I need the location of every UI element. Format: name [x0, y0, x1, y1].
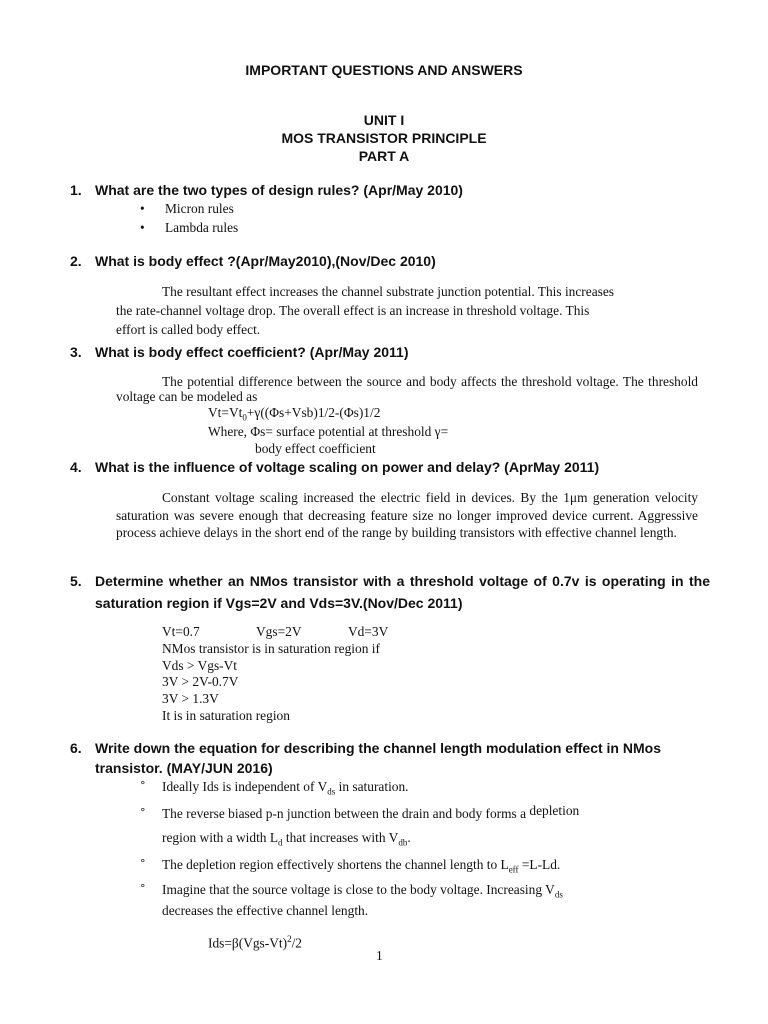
part-heading: PART A	[358, 148, 410, 164]
question-5	[70, 570, 710, 614]
question-text: What is the influence of voltage scaling on power and delay? (AprMay 2011)	[95, 459, 600, 475]
question-6	[70, 738, 710, 778]
question-text: Determine whether an NMos transistor with a threshold voltage of 0.7v is operating in the saturation region if Vgs=2V and Vds=3V.(Nov/Dec 2011)	[95, 573, 710, 611]
question-text: Write down the equation for describing the channel length modulation effect in NMos transistor. (MAY/JUN 2016)	[95, 740, 661, 776]
equation: $Ids=\beta(Vgs-Vt)^2/2$	[208, 934, 302, 951]
answer-line: NMos transistor is in saturation region if	[162, 641, 380, 656]
question-text: What is body effect ?(Apr/May2010),(Nov/Dec 2010)	[95, 253, 436, 269]
given-vgs: Vgs=2V	[256, 624, 302, 639]
question-number: 1.	[70, 182, 82, 198]
formula-where: Where, Φs= surface potential at threshold γ=	[208, 424, 449, 439]
bullet-ring-icon: °	[140, 779, 146, 792]
page-number: 1	[376, 948, 383, 963]
question-number: 3.	[70, 344, 82, 360]
page-title: IMPORTANT QUESTIONS AND ANSWERS	[245, 62, 523, 78]
answer-line: 3V > 1.3V	[162, 691, 219, 706]
list-item: The depletion region effectively shortens the channel length to $L_{eff} =L-Ld$.	[162, 857, 561, 875]
answer-line: It is in saturation region	[162, 708, 290, 723]
question-1	[70, 179, 710, 201]
list-item-continuation: region with a width $L_d$ that increases with $V_{db}$.	[162, 830, 411, 848]
answer-line: 3V > 2V-0.7V	[162, 674, 239, 689]
question-text: What is body effect coefficient? (Apr/May 2011)	[95, 344, 409, 360]
list-item: Imagine that the source voltage is close to the body voltage. Increasing $V_{ds}$	[162, 882, 563, 900]
bullet-ring-icon: °	[140, 806, 146, 819]
question-number: 6.	[70, 740, 82, 756]
question-text: What are the two types of design rules? (Apr/May 2010)	[95, 182, 463, 198]
list-item-continuation: decreases the effective channel length.	[162, 903, 369, 918]
answer-line: Vds > Vgs-Vt	[162, 658, 238, 673]
answer-paragraph: The potential difference between the source and body affects the threshold voltage. The threshold voltage can be modeled as	[116, 374, 698, 404]
question-number: 2.	[70, 253, 82, 269]
unit-heading: UNIT I	[363, 112, 405, 128]
bullet-dot-icon: •	[140, 201, 145, 216]
answer-line: effort is called body effect.	[116, 322, 261, 337]
bullet-ring-icon: °	[140, 882, 146, 895]
list-item: Ideally Ids is independent of $V_{ds}$ in saturation.	[162, 779, 409, 797]
answer-line: the rate-channel voltage drop. The overall effect is an increase in threshold voltage. This	[116, 303, 590, 318]
bullet-dot-icon: •	[140, 220, 145, 235]
question-2	[70, 250, 710, 272]
answer-paragraph: Constant voltage scaling increased the electric field in devices. By the 1μm generation velocity saturation was severe enough that decreasing feature size no longer improved device current. Aggressive process achieve delays in the short end of the range by building transistors with effective channel length.	[116, 490, 698, 540]
question-3	[70, 341, 710, 363]
answer-line: The resultant effect increases the channel substrate junction potential. This increases	[162, 284, 615, 299]
formula: $Vt=Vt_0+\gamma((\Phi s+Vsb)1/2-(\Phi s)1/2$	[208, 405, 381, 423]
given-vd: Vd=3V	[348, 624, 389, 639]
question-number: 5.	[70, 573, 82, 589]
list-item: Micron rules	[165, 201, 234, 216]
question-4	[70, 456, 710, 478]
given-vt: Vt=0.7	[162, 624, 200, 639]
question-number: 4.	[70, 459, 82, 475]
subject-heading: MOS TRANSISTOR PRINCIPLE	[281, 130, 487, 146]
formula-coefficient: body effect coefficient	[255, 441, 376, 456]
list-item: The reverse biased p-n junction between the drain and body forms a depletion	[162, 803, 580, 821]
list-item: Lambda rules	[165, 220, 239, 235]
bullet-ring-icon: °	[140, 857, 146, 870]
